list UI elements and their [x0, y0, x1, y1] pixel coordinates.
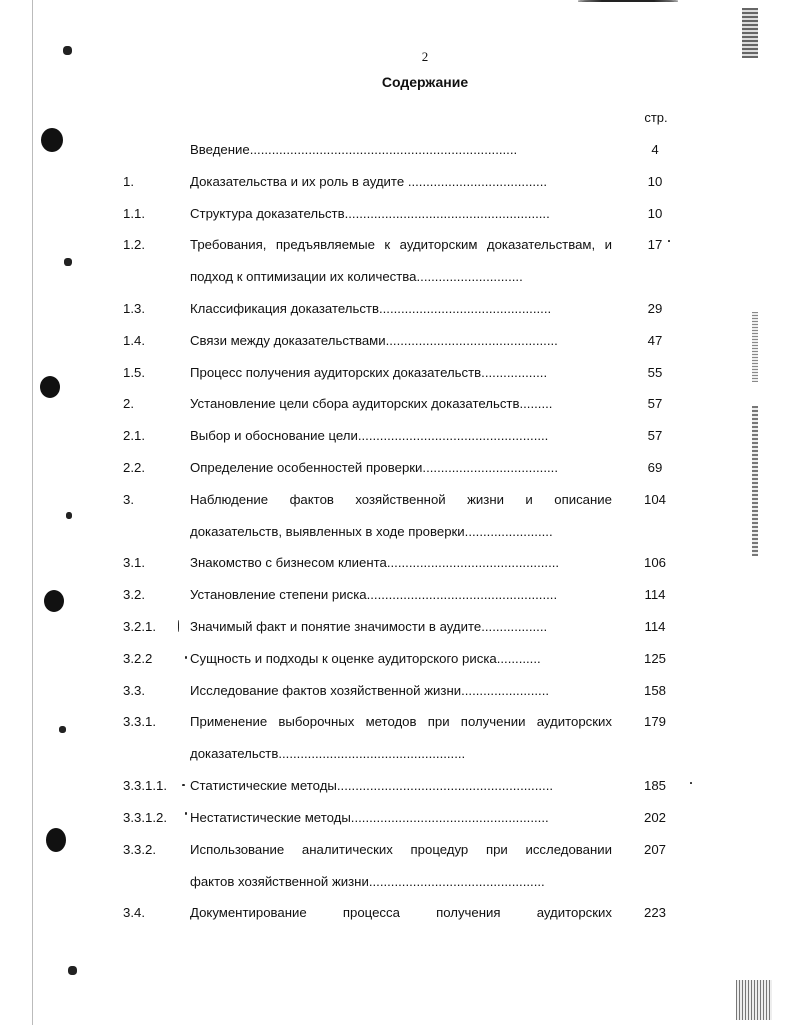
toc-entry-page: 57: [647, 428, 663, 443]
toc-entry-page: 223: [643, 905, 666, 920]
toc-entry-number: 1.3.: [123, 301, 145, 316]
toc-entry: [0, 619, 794, 651]
toc-entry: [0, 301, 794, 333]
toc-entry-page: 158: [643, 683, 666, 698]
toc-entry-number: 3.3.: [123, 683, 145, 698]
toc-entry-title: Выбор и обоснование цели....................................................: [190, 428, 549, 443]
toc-entry-number: 2.2.: [123, 460, 145, 475]
toc-entry: [0, 237, 794, 301]
toc-entry-title: Знакомство с бизнесом клиента...............................................: [190, 555, 560, 570]
toc-entry-page: 57: [647, 396, 663, 411]
toc-entry-title: Значимый факт и понятие значимости в аудите..................: [190, 619, 548, 634]
toc-entry-title: Исследование фактов хозяйственной жизни........................: [190, 683, 550, 698]
toc-entry: [0, 683, 794, 715]
toc-entry-page: 4: [651, 142, 659, 157]
toc-entry-page: 17: [647, 237, 663, 252]
toc-entry-page: 29: [647, 301, 663, 316]
toc-entry-title: Структура доказательств........................................................: [190, 206, 550, 221]
page-title: Содержание: [381, 74, 469, 90]
toc-entry-page: 114: [644, 587, 666, 602]
toc-entry-number: 3.3.1.1.: [123, 778, 167, 793]
toc-entry-title: Требования, предъявляемые к аудиторским доказательствам, и: [190, 237, 612, 252]
toc-entry-page: 47: [647, 333, 663, 348]
toc-entry-title: Классификация доказательств...............................................: [190, 301, 552, 316]
toc-entry-title: Сущность и подходы к оценке аудиторского риска............: [190, 651, 541, 666]
toc-entry: [0, 810, 794, 842]
toc-entry-number: 1.4.: [123, 333, 145, 348]
toc-entry-page: 69: [647, 460, 663, 475]
toc-entry-page: 106: [643, 555, 666, 570]
toc-entry: [0, 905, 794, 937]
toc-entry-number: 3.3.1.2.: [123, 810, 167, 825]
toc-entry-number: 3.: [123, 492, 134, 507]
toc-entry-title: Документирование процесса получения аудиторских: [190, 905, 612, 920]
toc-entry: [0, 587, 794, 619]
toc-entry-title: Статистические методы...........................................................: [190, 778, 554, 793]
toc-entry-title: доказательств, выявленных в ходе проверки........................: [190, 524, 553, 539]
toc-entry: [0, 174, 794, 206]
toc-entry-number: 3.2.: [123, 587, 145, 602]
toc-entry-page: 104: [643, 492, 666, 507]
toc-entry: [0, 396, 794, 428]
toc-entry: [0, 460, 794, 492]
toc-entry-title: фактов хозяйственной жизни................................................: [190, 874, 545, 889]
toc-entry-page: 125: [643, 651, 666, 666]
toc-entry-page: 10: [647, 206, 663, 221]
toc-entry-title: Нестатистические методы......................................................: [190, 810, 549, 825]
toc-entry-number: 1.2.: [123, 237, 145, 252]
toc-entry-page: 185: [643, 778, 666, 793]
toc-entry-title: Процесс получения аудиторских доказательств..................: [190, 365, 548, 380]
toc-entry-title: Применение выборочных методов при получении аудиторских: [190, 714, 612, 729]
toc-entry-page: 55: [647, 365, 663, 380]
toc-entry: [0, 206, 794, 238]
toc-entry-title: Установление степени риска....................................................: [190, 587, 558, 602]
toc-entry-title: Введение.........................................................................: [190, 142, 518, 157]
toc-entry-title: Использование аналитических процедур при исследовании: [190, 842, 612, 857]
toc-entry-number: 3.3.2.: [123, 842, 156, 857]
toc-entry-page: 202: [643, 810, 666, 825]
toc-entry-number: 1.1.: [123, 206, 145, 221]
toc-entry-title: Определение особенностей проверки.....................................: [190, 460, 558, 475]
toc-entry: [0, 142, 794, 174]
toc-entry-number: 3.2.1.: [123, 619, 156, 634]
toc-entry: [0, 842, 794, 906]
toc-entry: [0, 492, 794, 556]
toc-entry-number: 3.1.: [123, 555, 145, 570]
toc-entry: [0, 651, 794, 683]
page-number: 2: [421, 49, 429, 64]
toc-entry-title: Установление цели сбора аудиторских доказательств.........: [190, 396, 553, 411]
toc-entry-page: 114: [644, 619, 666, 634]
toc-entry: [0, 428, 794, 460]
toc-entry: [0, 365, 794, 397]
toc-entry-title: Наблюдение фактов хозяйственной жизни и описание: [190, 492, 612, 507]
toc-entry: [0, 555, 794, 587]
toc-entry-title: подход к оптимизации их количества.............................: [190, 269, 523, 284]
toc-entry-number: 2.: [123, 396, 134, 411]
toc-entry-number: 1.5.: [123, 365, 145, 380]
toc-entry: [0, 333, 794, 365]
toc-entry-number: 2.1.: [123, 428, 145, 443]
toc-entry-title: Доказательства и их роль в аудите ......................................: [190, 174, 548, 189]
toc-entry-page: 179: [643, 714, 666, 729]
toc-entry-number: 1.: [123, 174, 134, 189]
toc-entry-title: доказательств...................................................: [190, 746, 466, 761]
toc-entry: [0, 778, 794, 810]
toc-entry-number: 3.2.2: [123, 651, 153, 666]
toc-entry-number: 3.3.1.: [123, 714, 156, 729]
toc-entry-number: 3.4.: [123, 905, 145, 920]
toc-entry-title: Связи между доказательствами...............................................: [190, 333, 558, 348]
page-column-header: стр.: [644, 110, 668, 125]
toc-entry: [0, 714, 794, 778]
toc-entry-page: 207: [643, 842, 666, 857]
toc-entry-page: 10: [647, 174, 663, 189]
